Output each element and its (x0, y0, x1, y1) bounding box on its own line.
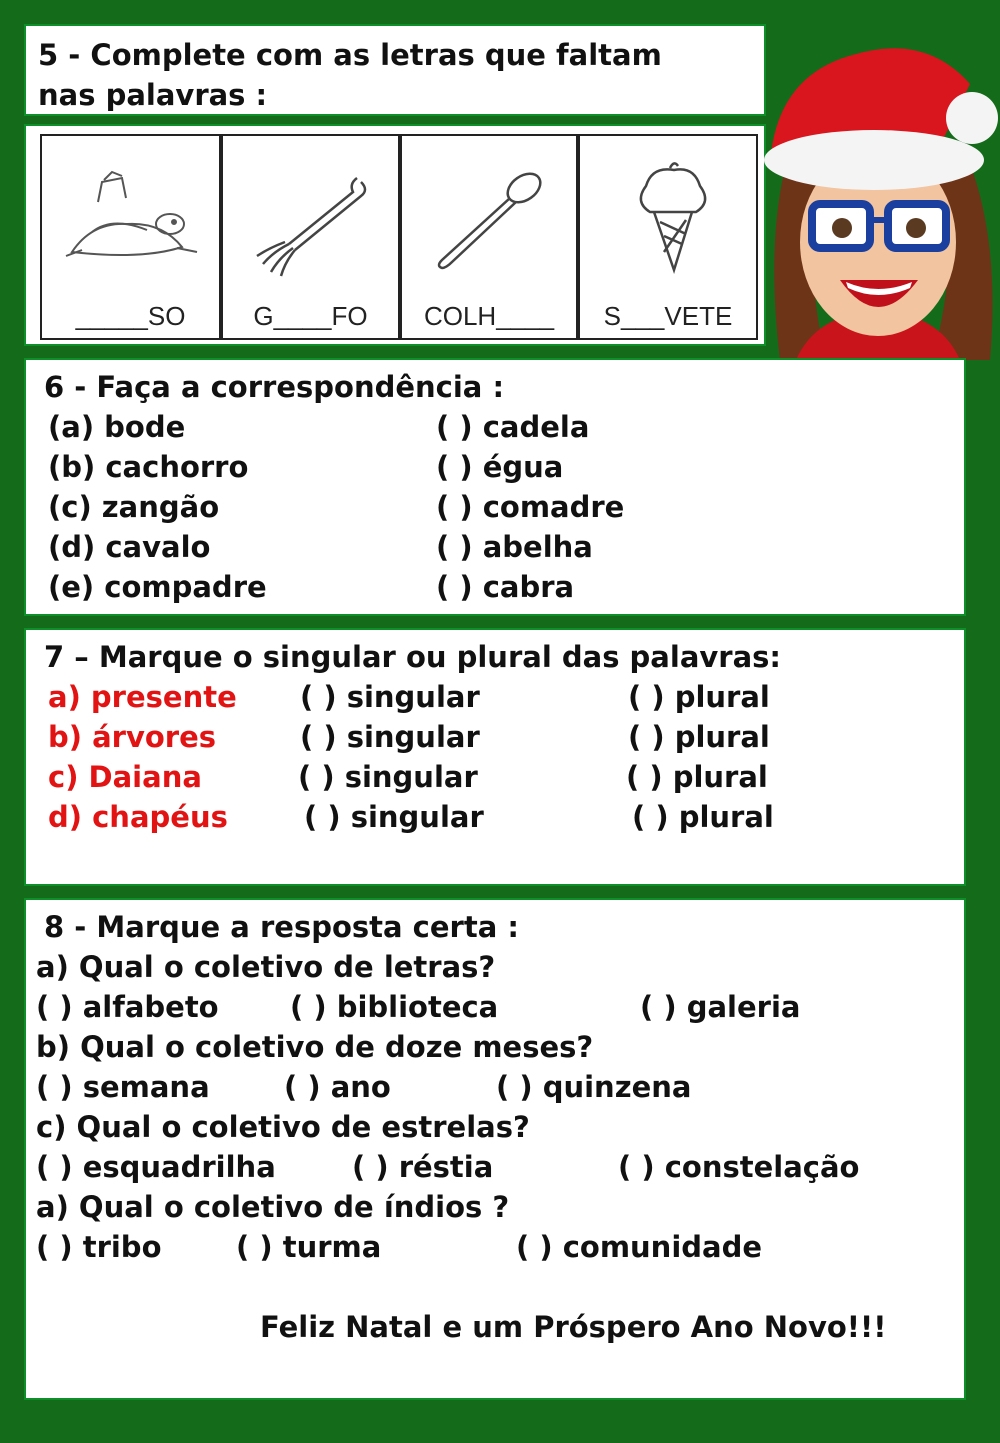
santa-hat-avatar-image (756, 14, 1000, 360)
singular-option-1[interactable]: ( ) singular (300, 680, 480, 714)
option-ano[interactable]: ( ) ano (284, 1070, 391, 1104)
left-item-d: (d) cavalo (48, 530, 211, 564)
section-6-title: 6 - Faça a correspondência : (44, 370, 505, 404)
ice-cream-icon (590, 152, 750, 282)
section-8-quiz (24, 898, 966, 1400)
word-daiana: c) Daiana (48, 760, 202, 794)
picture-card-fork (221, 134, 400, 340)
question-indios: a) Qual o coletivo de índios ? (36, 1190, 510, 1224)
section-7-title: 7 – Marque o singular ou plural das palavras: (44, 640, 782, 674)
plural-option-4[interactable]: ( ) plural (632, 800, 774, 834)
section-7-singular-plural (24, 628, 966, 886)
missing-letter-word-4: S___VETE (603, 301, 733, 331)
word-arvores: b) árvores (48, 720, 217, 754)
option-semana[interactable]: ( ) semana (36, 1070, 210, 1104)
section-5-title-line-1: 5 - Complete com as letras que faltam (38, 38, 662, 72)
picture-card-ice-cream (578, 134, 758, 340)
section-8-title: 8 - Marque a resposta certa : (44, 910, 519, 944)
singular-option-2[interactable]: ( ) singular (300, 720, 480, 754)
spoon-icon (412, 152, 572, 282)
missing-letter-word-2: G____FO (253, 301, 368, 331)
question-letras: a) Qual o coletivo de letras? (36, 950, 496, 984)
left-item-e: (e) compadre (48, 570, 267, 604)
option-esquadrilha[interactable]: ( ) esquadrilha (36, 1150, 276, 1184)
christmas-greeting: Feliz Natal e um Próspero Ano Novo!!! (260, 1310, 887, 1344)
right-item-1[interactable]: ( ) cadela (436, 410, 590, 444)
word-presente: a) presente (48, 680, 237, 714)
word-chapeus: d) chapéus (48, 800, 228, 834)
option-alfabeto[interactable]: ( ) alfabeto (36, 990, 219, 1024)
right-item-3[interactable]: ( ) comadre (436, 490, 625, 524)
picture-card-turtle (40, 134, 221, 340)
option-constelacao[interactable]: ( ) constelação (618, 1150, 860, 1184)
option-quinzena[interactable]: ( ) quinzena (496, 1070, 692, 1104)
left-item-a: (a) bode (48, 410, 186, 444)
section-6-matching (24, 358, 966, 616)
option-turma[interactable]: ( ) turma (236, 1230, 382, 1264)
right-item-4[interactable]: ( ) abelha (436, 530, 593, 564)
left-item-c: (c) zangão (48, 490, 220, 524)
section-5-title-line-2: nas palavras : (38, 78, 268, 112)
image-strip (24, 124, 766, 346)
question-estrelas: c) Qual o coletivo de estrelas? (36, 1110, 530, 1144)
singular-option-4[interactable]: ( ) singular (304, 800, 484, 834)
option-comunidade[interactable]: ( ) comunidade (516, 1230, 763, 1264)
option-restia[interactable]: ( ) réstia (352, 1150, 494, 1184)
section-5-header (24, 24, 766, 116)
left-item-b: (b) cachorro (48, 450, 249, 484)
plural-option-3[interactable]: ( ) plural (626, 760, 768, 794)
fork-icon (233, 152, 393, 282)
singular-option-3[interactable]: ( ) singular (298, 760, 478, 794)
right-item-5[interactable]: ( ) cabra (436, 570, 575, 604)
picture-card-spoon (400, 134, 578, 340)
right-item-2[interactable]: ( ) égua (436, 450, 564, 484)
question-meses: b) Qual o coletivo de doze meses? (36, 1030, 594, 1064)
option-tribo[interactable]: ( ) tribo (36, 1230, 162, 1264)
turtle-icon (52, 152, 212, 272)
missing-letter-word-1: _____SO (75, 301, 186, 331)
plural-option-2[interactable]: ( ) plural (628, 720, 770, 754)
option-galeria[interactable]: ( ) galeria (640, 990, 801, 1024)
option-biblioteca[interactable]: ( ) biblioteca (290, 990, 499, 1024)
missing-letter-word-3: COLH____ (423, 301, 555, 331)
plural-option-1[interactable]: ( ) plural (628, 680, 770, 714)
